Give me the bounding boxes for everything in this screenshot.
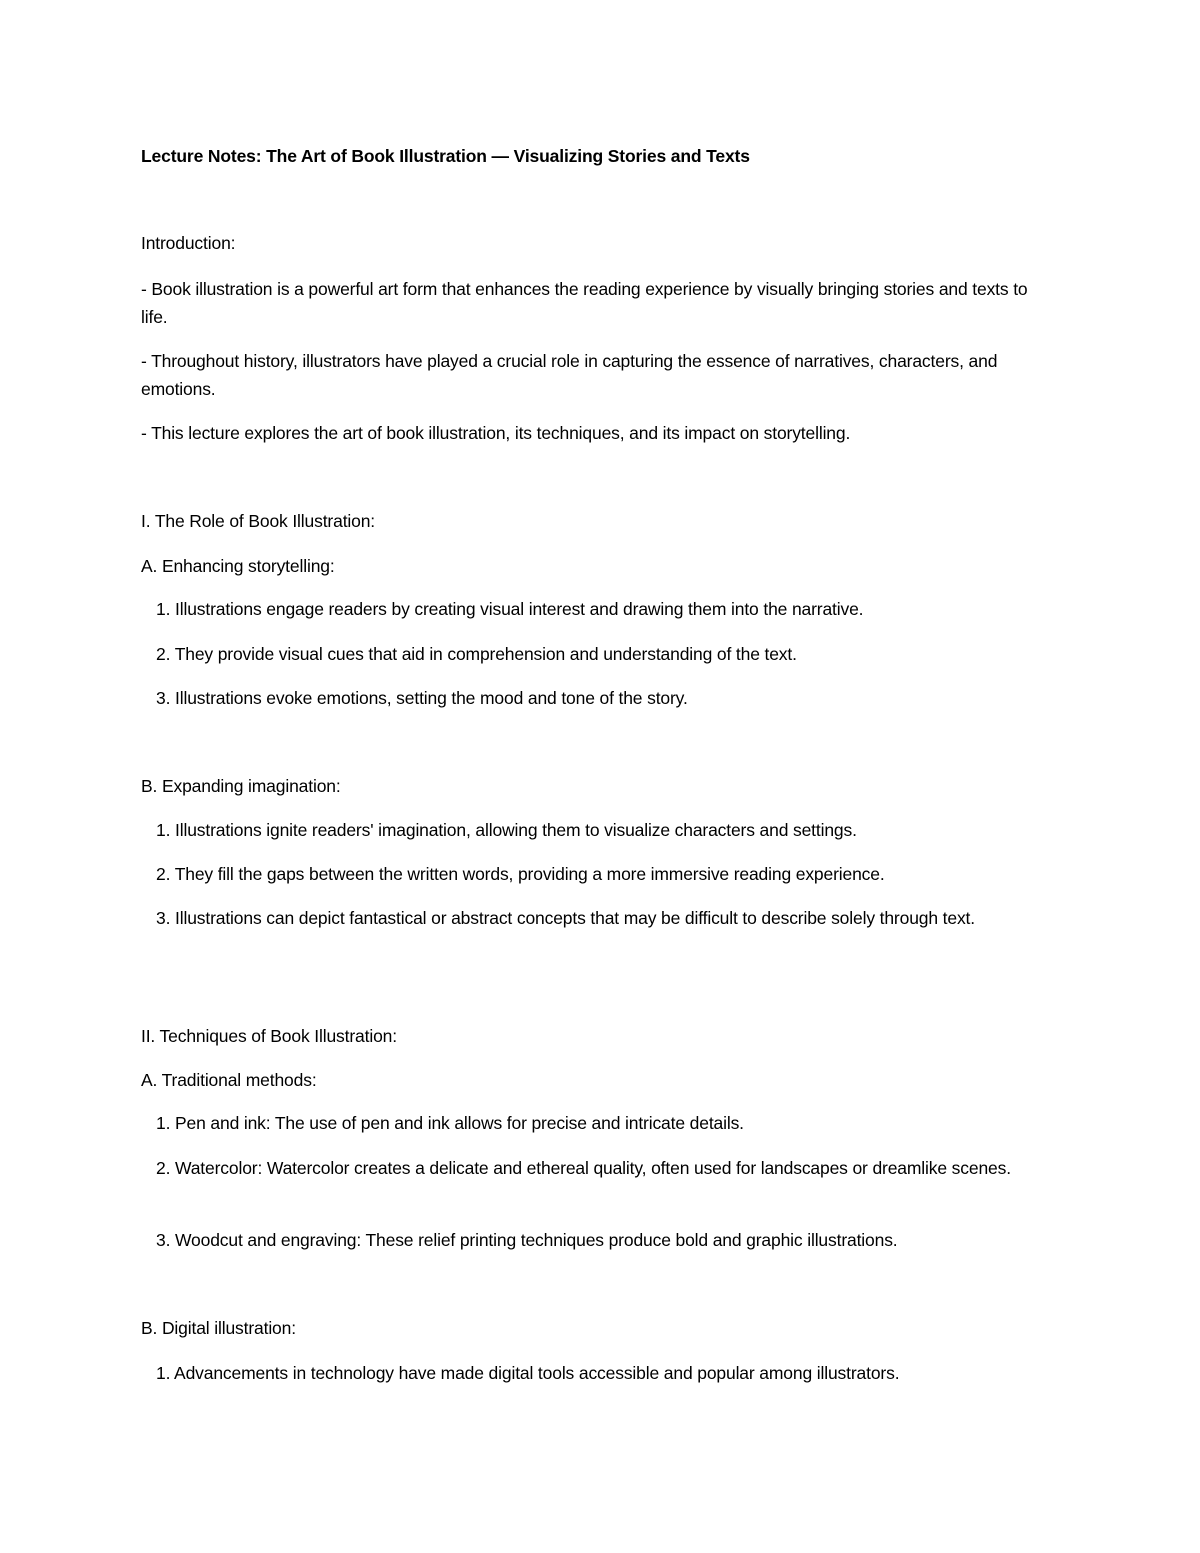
document-title: Lecture Notes: The Art of Book Illustration — Visualizing Stories and Texts <box>141 146 750 166</box>
list-item: 1. Pen and ink: The use of pen and ink allows for precise and intricate details. <box>156 1113 744 1133</box>
introduction-bullet: - Throughout history, illustrators have played a crucial role in capturing the essence of narratives, characters, and emotions. <box>141 351 998 399</box>
list-item: 1. Illustrations engage readers by creating visual interest and drawing them into the narrative. <box>156 599 864 619</box>
list-item: 3. Woodcut and engraving: These relief printing techniques produce bold and graphic illustrations. <box>156 1230 898 1250</box>
list-item: 3. Illustrations evoke emotions, setting the mood and tone of the story. <box>156 688 688 708</box>
section-heading: I. The Role of Book Illustration: <box>141 511 376 531</box>
introduction-bullet: - Book illustration is a powerful art form that enhances the reading experience by visually bringing stories and texts to life. <box>141 279 1028 327</box>
list-item: 3. Illustrations can depict fantastical or abstract concepts that may be difficult to describe solely through text. <box>156 908 975 928</box>
subsection-heading: B. Expanding imagination: <box>141 776 341 796</box>
list-item: 1. Illustrations ignite readers' imagination, allowing them to visualize characters and settings. <box>156 820 857 840</box>
list-item: 2. They fill the gaps between the written words, providing a more immersive reading experience. <box>156 864 885 884</box>
subsection-heading: A. Enhancing storytelling: <box>141 556 335 576</box>
list-item: 2. Watercolor: Watercolor creates a delicate and ethereal quality, often used for landscapes or dreamlike scenes. <box>156 1158 1011 1178</box>
section-heading: II. Techniques of Book Illustration: <box>141 1026 397 1046</box>
subsection-heading: B. Digital illustration: <box>141 1318 296 1338</box>
list-item: 1. Advancements in technology have made digital tools accessible and popular among illustrators. <box>156 1363 900 1383</box>
introduction-heading: Introduction: <box>141 233 236 253</box>
subsection-heading: A. Traditional methods: <box>141 1070 317 1090</box>
list-item: 2. They provide visual cues that aid in comprehension and understanding of the text. <box>156 644 797 664</box>
introduction-bullet: - This lecture explores the art of book illustration, its techniques, and its impact on storytelling. <box>141 423 851 443</box>
